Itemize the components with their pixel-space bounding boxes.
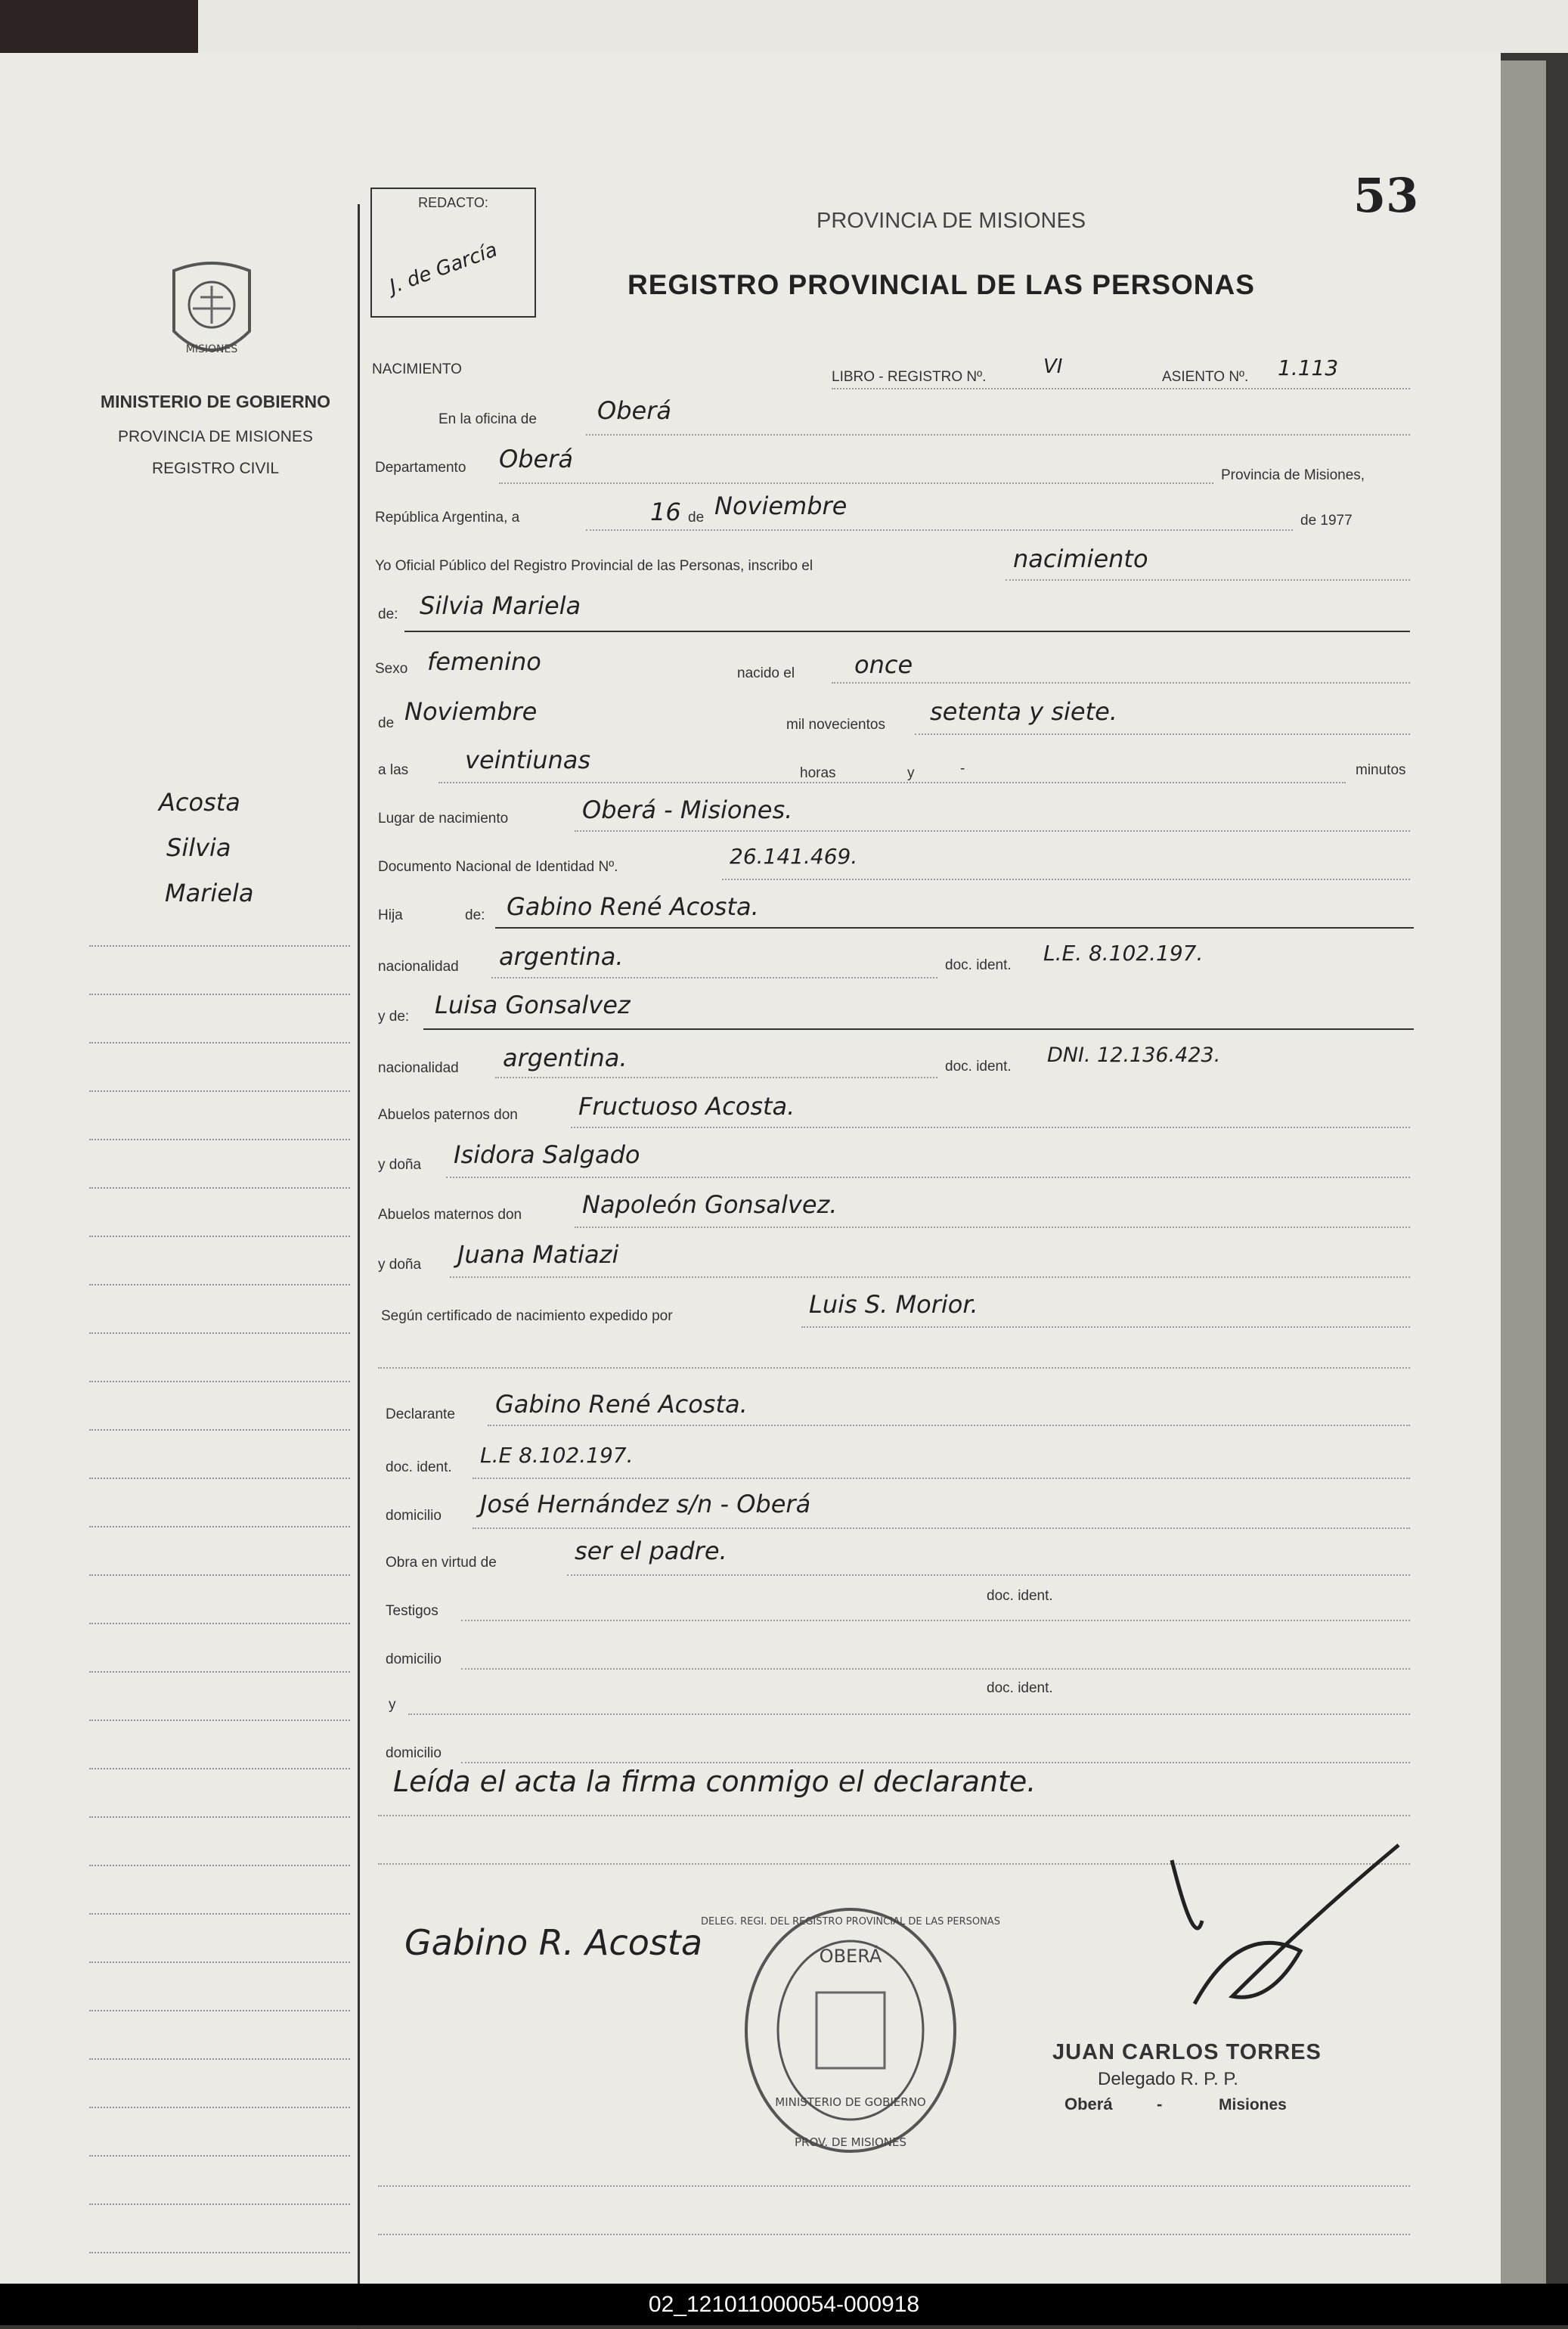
obra-label: Obra en virtud de — [386, 1555, 497, 1571]
docident1-value: L.E. 8.102.197. — [1043, 941, 1204, 966]
stamp-bottom-text: PROV. DE MISIONES — [794, 2135, 907, 2149]
provincia-label: Provincia de Misiones, — [1221, 467, 1365, 483]
ydona2-label: y doña — [378, 1257, 422, 1273]
abuelo-mat-value: Napoleón Gonsalvez. — [582, 1190, 838, 1219]
docident5-label: doc. ident. — [987, 1680, 1053, 1696]
mes-value: Noviembre — [404, 697, 538, 726]
domicilio-value: José Hernández s/n - Oberá — [480, 1490, 811, 1518]
abuela-pat-value: Isidora Salgado — [454, 1140, 640, 1169]
redacto-value: J. de García — [386, 238, 500, 299]
stamp-top-text: OBERÁ — [819, 1946, 882, 1967]
libro-label: LIBRO - REGISTRO Nº. — [832, 369, 987, 385]
alas-label: a las — [378, 762, 409, 778]
margin-rule-line — [89, 1526, 350, 1527]
oficial-label: Yo Oficial Público del Registro Provincial de las Personas, inscribo el — [375, 558, 813, 574]
lugar-value: Oberá - Misiones. — [582, 795, 793, 824]
mil-value: setenta y siete. — [930, 697, 1117, 726]
line — [586, 434, 1410, 436]
abuelo-pat-value: Fructuoso Acosta. — [578, 1092, 795, 1121]
margin-rule-line — [89, 2203, 350, 2205]
y-label: y — [389, 1697, 396, 1713]
margin-rule-line — [89, 1574, 350, 1576]
mil-label: mil novecientos — [786, 717, 885, 733]
register-page — [0, 53, 1501, 2284]
official-stamp — [701, 1906, 1000, 2155]
stamp-ministerio-text: MINISTERIO DE GOBIERNO — [775, 2095, 926, 2109]
line — [461, 1668, 1410, 1670]
line — [801, 1326, 1410, 1328]
docident1-label: doc. ident. — [945, 957, 1012, 973]
line — [1006, 579, 1410, 581]
yde-label: y de: — [378, 1009, 410, 1025]
margin-rule-line — [89, 1139, 350, 1140]
abuela-mat-value: Juana Matiazi — [457, 1240, 619, 1269]
fecha-de: de — [688, 510, 705, 526]
line — [446, 1177, 1410, 1178]
leida-statement: Leída el acta la firma conmigo el declarante. — [393, 1765, 1037, 1798]
margin-rule-line — [89, 1816, 350, 1818]
horas-label: horas — [800, 765, 836, 781]
margin-note-name1: Silvia — [166, 833, 231, 862]
margin-rule-line — [89, 2010, 350, 2011]
line — [473, 1527, 1410, 1529]
page-number: 53 — [1353, 168, 1419, 223]
margin-rule-line — [89, 1671, 350, 1673]
location-left: Oberá — [1064, 2095, 1113, 2113]
dni-label: Documento Nacional de Identidad Nº. — [378, 859, 618, 875]
margin-note-name2: Mariela — [165, 879, 254, 907]
asiento-label: ASIENTO Nº. — [1162, 369, 1249, 385]
margin-rule-line — [89, 1090, 350, 1092]
alas-value: veintiunas — [465, 746, 591, 774]
docident4-label: doc. ident. — [987, 1588, 1053, 1604]
official-title: Delegado R. P. P. — [1098, 2069, 1238, 2089]
margin-rule-line — [89, 1332, 350, 1334]
margin-divider — [358, 204, 360, 2329]
line — [473, 1478, 1410, 1479]
anio-label: de 1977 — [1300, 513, 1353, 529]
nacido-label: nacido el — [737, 665, 795, 681]
line — [575, 830, 1410, 832]
ministry-province: PROVINCIA DE MISIONES — [118, 428, 313, 445]
margin-note-surname: Acosta — [159, 788, 240, 817]
abuelos-mat-label: Abuelos maternos don — [378, 1207, 522, 1223]
margin-rule-line — [89, 1913, 350, 1915]
departamento-value: Oberá — [499, 445, 573, 473]
line — [586, 529, 1293, 531]
ministry-seal — [159, 256, 265, 369]
abuelos-pat-label: Abuelos paternos don — [378, 1107, 518, 1123]
line — [491, 977, 937, 978]
margin-rule-line — [89, 2155, 350, 2157]
nac1-label: nacionalidad — [378, 959, 459, 975]
svg-text:MISIONES: MISIONES — [185, 343, 238, 355]
de-label: de: — [378, 606, 398, 622]
margin-rule-line — [89, 994, 350, 995]
official-name: JUAN CARLOS TORRES — [1052, 2040, 1322, 2064]
line — [499, 482, 1213, 484]
top-strip — [0, 0, 1568, 53]
nacimiento-label: NACIMIENTO — [372, 361, 462, 377]
certificado-label: Según certificado de nacimiento expedido por — [381, 1308, 673, 1324]
declarant-signature: Gabino R. Acosta — [404, 1922, 703, 1963]
header-province: PROVINCIA DE MISIONES — [817, 209, 1086, 233]
line — [404, 631, 1410, 632]
nacido-value: once — [854, 650, 913, 679]
ministry-office: REGISTRO CIVIL — [151, 460, 280, 477]
domicilio3-label: domicilio — [386, 1745, 442, 1761]
republica-label: República Argentina, a — [375, 510, 520, 526]
location-right: Misiones — [1219, 2096, 1287, 2113]
redacto-box — [370, 188, 536, 318]
asiento-value: 1.113 — [1278, 355, 1339, 380]
line — [378, 1815, 1410, 1816]
location-dash: - — [1157, 2095, 1163, 2113]
declarante-value: Gabino René Acosta. — [495, 1390, 748, 1419]
margin-rule-line — [89, 2252, 350, 2253]
dni-value: 26.141.469. — [730, 844, 858, 869]
fecha-dia: 16 — [650, 498, 681, 526]
header-registry: REGISTRO PROVINCIAL DE LAS PERSONAS — [628, 269, 1255, 300]
margin-rule-line — [89, 1429, 350, 1431]
oficina-label: En la oficina de — [438, 411, 537, 427]
hija-de-label: de: — [465, 907, 485, 923]
line — [438, 782, 1346, 783]
line — [378, 2234, 1410, 2235]
line — [423, 1028, 1414, 1030]
margin-rule-line — [89, 1381, 350, 1382]
line — [832, 682, 1410, 684]
line — [408, 1713, 1410, 1715]
ministry-name: MINISTERIO DE GOBIERNO — [100, 392, 331, 411]
stamp-outer-text: DELEG. REGI. DEL REGISTRO PROVINCIAL DE LAS PERSONAS — [701, 1916, 1000, 1927]
nac2-value: argentina. — [503, 1044, 628, 1072]
horas-y: y — [907, 765, 915, 781]
line — [495, 1077, 937, 1078]
margin-rule-line — [89, 1478, 350, 1479]
line — [567, 1574, 1410, 1576]
oficina-value: Oberá — [597, 396, 671, 425]
line — [495, 927, 1414, 929]
margin-rule-line — [89, 1962, 350, 1963]
de2-label: de — [378, 715, 395, 731]
line — [378, 2185, 1410, 2187]
certificado-value: Luis S. Morior. — [809, 1290, 978, 1319]
hija-label: Hija — [378, 907, 403, 923]
official-signature-scribble — [1149, 1830, 1414, 2042]
margin-rule-line — [89, 1768, 350, 1769]
madre-value: Luisa Gonsalvez — [435, 991, 631, 1019]
nac2-label: nacionalidad — [378, 1060, 459, 1076]
docident2-value: DNI. 12.136.423. — [1047, 1044, 1221, 1067]
file-caption: 02_121011000054-000918 — [0, 2284, 1568, 2325]
binder-edge — [0, 0, 198, 53]
line — [461, 1762, 1410, 1763]
padre-value: Gabino René Acosta. — [507, 892, 759, 921]
margin-rule-line — [89, 1236, 350, 1237]
oficial-value: nacimiento — [1013, 544, 1148, 573]
margin-rule-line — [89, 1865, 350, 1866]
line — [575, 1227, 1410, 1228]
margin-rule-line — [89, 1187, 350, 1189]
line — [378, 1367, 1410, 1369]
ydona1-label: y doña — [378, 1157, 422, 1173]
de-value: Silvia Mariela — [420, 591, 581, 620]
line — [488, 1425, 1410, 1426]
margin-rule-line — [89, 2058, 350, 2060]
fecha-mes: Noviembre — [714, 492, 848, 520]
margin-rule-line — [89, 1720, 350, 1721]
line — [915, 733, 1410, 735]
domicilio2-label: domicilio — [386, 1651, 442, 1667]
line — [461, 1620, 1410, 1621]
line — [450, 1276, 1410, 1278]
redacto-label: REDACTO: — [418, 195, 488, 210]
line — [571, 1127, 1410, 1128]
nac1-value: argentina. — [499, 942, 624, 971]
libro-value: VI — [1043, 355, 1063, 378]
declarante-label: Declarante — [386, 1406, 455, 1422]
docident2-label: doc. ident. — [945, 1059, 1012, 1075]
testigos-label: Testigos — [386, 1603, 438, 1619]
minutos-dash: - — [960, 761, 965, 777]
departamento-label: Departamento — [375, 460, 466, 476]
margin-rule-line — [89, 1042, 350, 1044]
docident3-label: doc. ident. — [386, 1459, 452, 1475]
minutos-label: minutos — [1356, 762, 1406, 778]
page-stack-edge — [1501, 60, 1546, 2284]
lugar-label: Lugar de nacimiento — [378, 811, 509, 826]
sexo-label: Sexo — [375, 661, 408, 677]
margin-rule-line — [89, 2107, 350, 2108]
obra-value: ser el padre. — [575, 1537, 727, 1565]
line — [832, 388, 1410, 389]
sexo-value: femenino — [427, 647, 541, 676]
margin-rule-line — [89, 1623, 350, 1624]
margin-rule-line — [89, 945, 350, 947]
line — [722, 879, 1410, 880]
docident3-value: L.E 8.102.197. — [480, 1443, 634, 1468]
domicilio-label: domicilio — [386, 1508, 442, 1524]
margin-rule-line — [89, 1284, 350, 1285]
